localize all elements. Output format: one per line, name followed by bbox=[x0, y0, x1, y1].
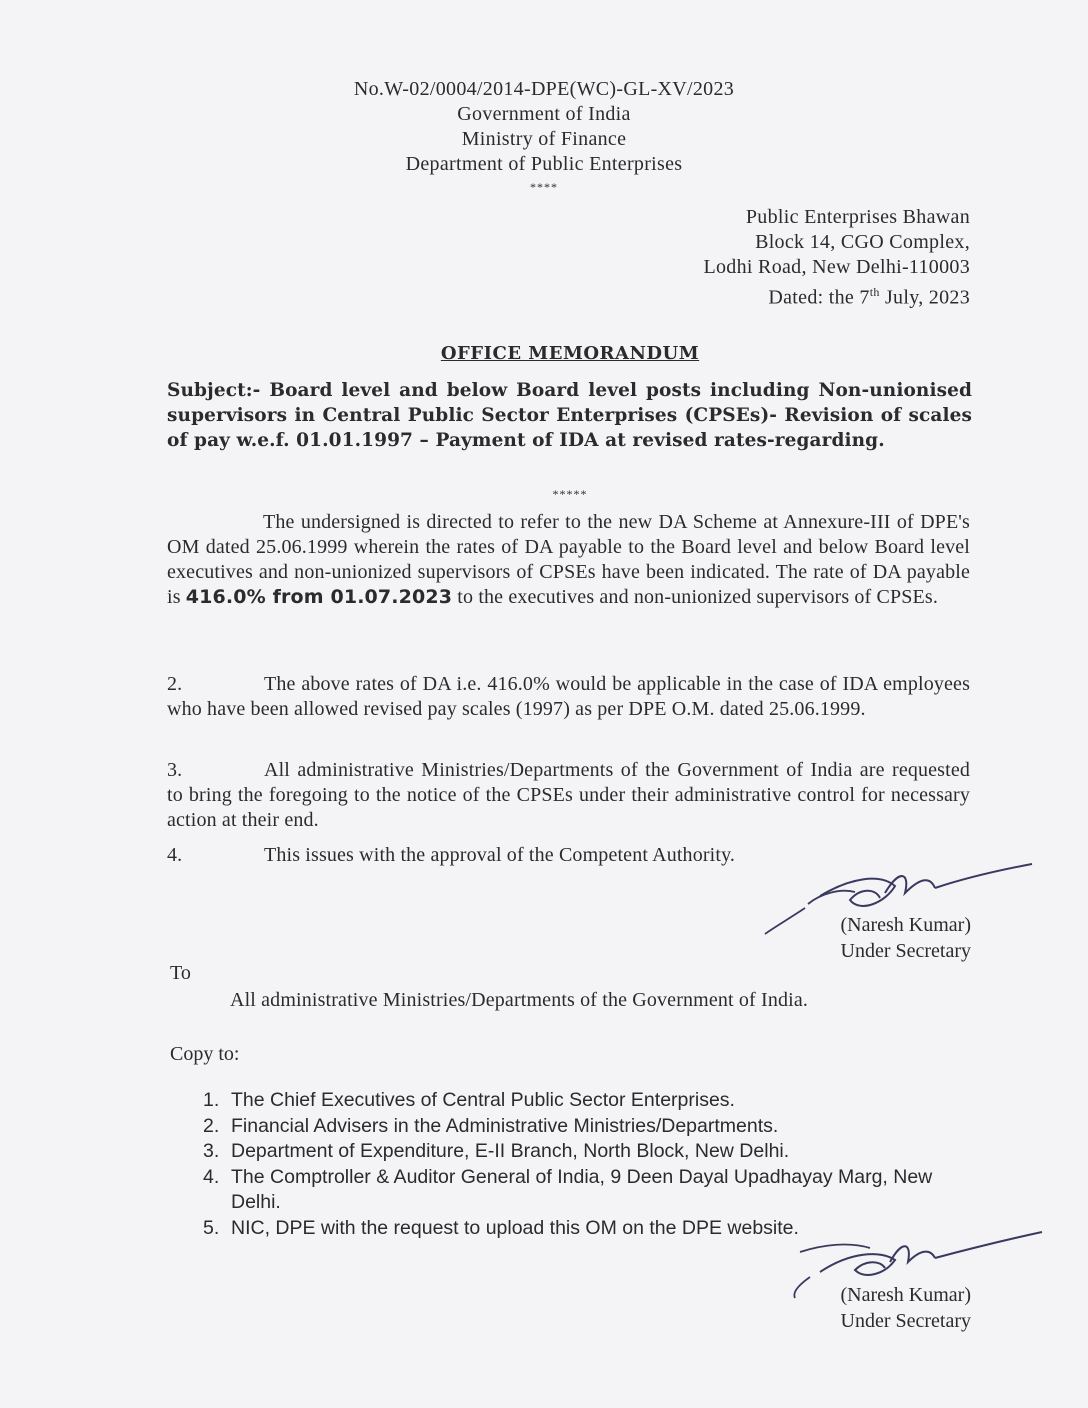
to-label: To bbox=[170, 962, 191, 984]
reference-number: No.W-02/0004/2014-DPE(WC)-GL-XV/2023 bbox=[353, 78, 735, 100]
subject-separator: ***** bbox=[552, 487, 588, 501]
list-item: 3. Department of Expenditure, E-II Branch, North Block, New Delhi. bbox=[203, 1140, 790, 1162]
government-line: Government of India bbox=[457, 103, 631, 125]
signatory-name: (Naresh Kumar) bbox=[840, 1284, 971, 1306]
copy-to-label: Copy to: bbox=[170, 1043, 240, 1065]
signatory-name: (Naresh Kumar) bbox=[840, 914, 971, 936]
paragraph-1: The undersigned is directed to refer to the new DA Scheme at Annexure-III of DPE's OM dated 25.06.1999 wherein the rates of DA payable to the Board level and below Board level executives and non-unionized supervisors of CPSEs have been indicated. The rate of DA payable is 416.0% from 01.07.2023 to the executives and non-unionized supervisors of CPSEs. bbox=[167, 511, 970, 608]
list-item: 1. The Chief Executives of Central Public Sector Enterprises. bbox=[203, 1089, 735, 1111]
dated-line: Dated: the 7th July, 2023 bbox=[768, 285, 970, 309]
paragraph-2: 2. The above rates of DA i.e. 416.0% would be applicable in the case of IDA employees who have been allowed revised pay scales (1997) as per DPE O.M. dated 25.06.1999. bbox=[167, 673, 970, 720]
list-item: 2. Financial Advisers in the Administrative Ministries/Departments. bbox=[203, 1114, 779, 1137]
paragraph-4: 4. This issues with the approval of the Competent Authority. bbox=[167, 844, 736, 866]
department-line: Department of Public Enterprises bbox=[405, 153, 683, 175]
da-rate-highlight: 416.0% from 01.07.2023 bbox=[185, 586, 453, 608]
address-line-2: Block 14, CGO Complex, bbox=[755, 231, 970, 253]
list-item: 5. NIC, DPE with the request to upload this OM on the DPE website. bbox=[203, 1216, 799, 1239]
ministry-line: Ministry of Finance bbox=[461, 128, 627, 150]
address-block bbox=[703, 205, 970, 311]
paragraph-3: 3. All administrative Ministries/Departments of the Government of India are requested to bring the foregoing to the notice of the CPSEs under their administrative control for necessary action at their end. bbox=[167, 759, 970, 831]
header-separator: **** bbox=[530, 180, 558, 194]
to-recipient: All administrative Ministries/Departments of the Government of India. bbox=[230, 989, 808, 1011]
signatory-designation: Under Secretary bbox=[840, 1310, 971, 1332]
page-title: OFFICE MEMORANDUM bbox=[440, 343, 700, 364]
copy-to-list bbox=[203, 1088, 978, 1241]
signatory-block-2 bbox=[841, 1282, 972, 1334]
list-item: 4. The Comptroller & Auditor General of India, 9 Deen Dayal Upadhayay Marg, New Delhi. bbox=[203, 1165, 933, 1213]
signatory-block-1 bbox=[841, 912, 972, 964]
address-line-3: Lodhi Road, New Delhi-110003 bbox=[703, 256, 970, 278]
signatory-designation: Under Secretary bbox=[840, 940, 971, 962]
address-line-1: Public Enterprises Bhawan bbox=[745, 206, 970, 228]
subject: Subject:- Board level and below Board level posts including Non-unionised supervisors in Central Public Sector Enterprises (CPSEs)- Revision of scales of pay w.e.f. 01.01.1997 – Payment of IDA at revised rates-regarding. bbox=[167, 380, 972, 451]
